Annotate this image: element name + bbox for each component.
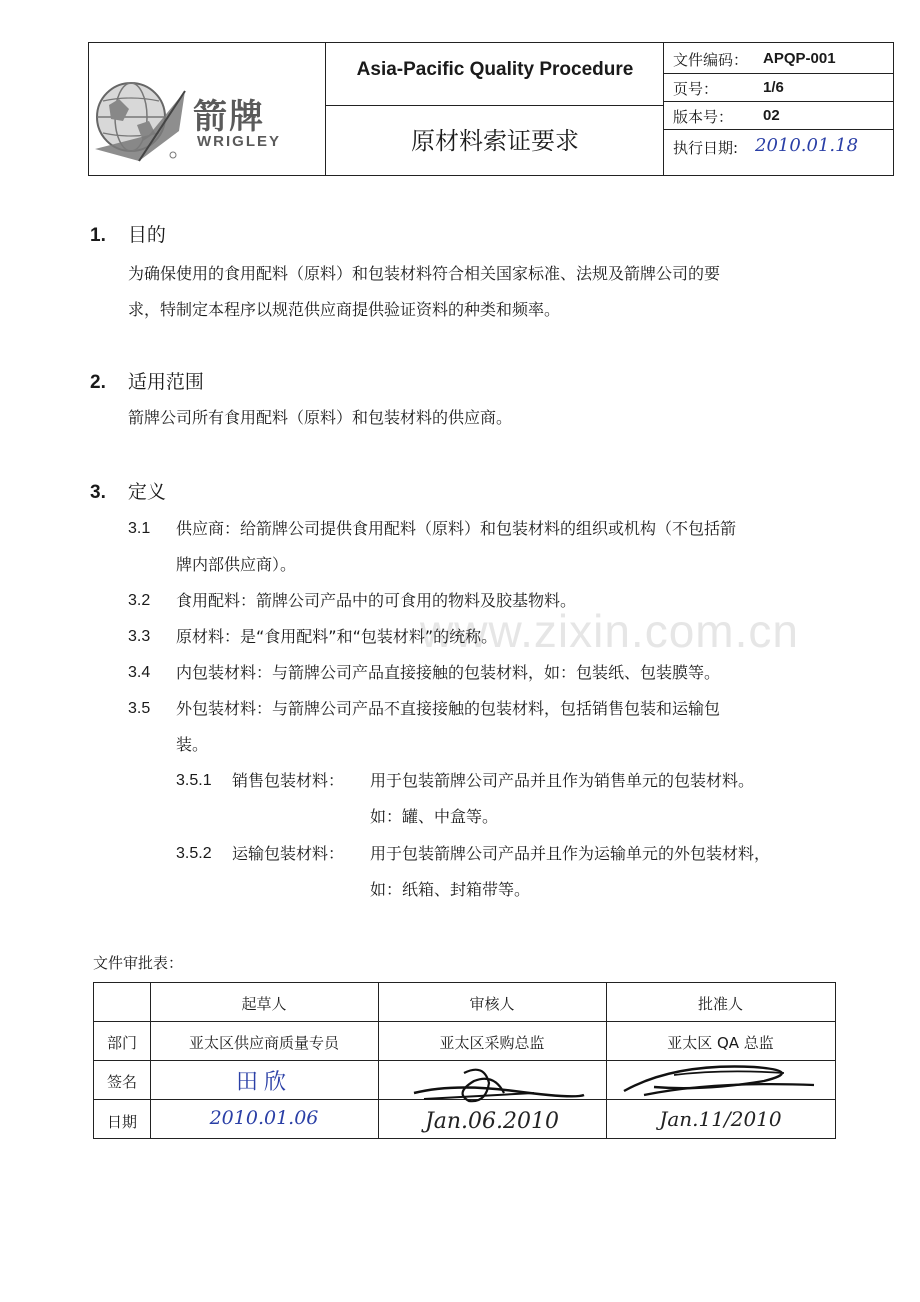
watermark: www.zixin.com.cn [420,605,799,657]
signature-reviewer [394,1063,594,1113]
subdefinition-number: 3.5.2 [176,845,212,862]
paragraph-line: 如：罐、中盒等。 [370,807,499,826]
header-title-en: Asia-Pacific Quality Procedure [356,59,634,80]
section-1-body [128,256,720,328]
meta-label-doc-code: 文件编码： [673,51,749,69]
header-divider [663,129,893,130]
paragraph-line: 供应商：给箭牌公司提供食用配料（原料）和包装材料的组织或机构（不包括箭 [176,519,737,538]
meta-label-version: 版本号： [673,108,734,126]
meta-value-page: 1/6 [763,79,784,96]
signature-approver [614,1057,829,1103]
section-number: 3. [90,482,106,503]
definition-number: 3.5 [128,700,151,717]
signature-drafter: 田欣 [235,1070,292,1095]
definition-number: 3.2 [128,592,151,609]
subdefinition-number: 3.5.1 [176,772,212,789]
section-number: 1. [90,225,106,246]
definition-text [176,655,720,691]
meta-value-version: 02 [763,107,780,124]
header-divider [325,105,663,106]
meta-label-page: 页号： [673,80,719,98]
section-number: 2. [90,372,106,393]
department-drafter: 亚太区供应商质量专员 [188,1034,339,1052]
paragraph-line: 为确保使用的食用配料（原料）和包装材料符合相关国家标准、法规及箭牌公司的要 [128,264,721,283]
paragraph-line: 牌内部供应商）。 [176,555,297,574]
section-2-body [128,400,512,436]
row-label-date: 日期 [106,1113,137,1131]
meta-label-effective-date: 执行日期: [673,139,739,157]
paragraph-line: 原材料：是“食用配料”和“包装材料”的统称。 [176,627,498,646]
section-title: 目的 [127,224,166,246]
section-3-heading [90,477,166,504]
paragraph-line: 求，特制定本程序以规范供应商提供验证资料的种类和频率。 [128,300,561,319]
header-title-zh: 原材料索证要求 [411,127,579,155]
column-header-reviewer: 审核人 [469,995,515,1013]
definition-number: 3.3 [128,628,151,645]
subdefinition-text [370,836,770,908]
header-divider [663,43,664,175]
column-header-drafter: 起草人 [241,995,287,1013]
section-title: 适用范围 [127,371,204,393]
definition-text [176,511,736,583]
date-drafter: 2010.01.06 [209,1107,319,1129]
logo-english-text: WRIGLEY [197,133,281,150]
paragraph-line: 用于包装箭牌公司产品并且作为销售单元的包装材料。 [370,771,755,790]
section-1-heading [90,220,166,247]
subdefinition-term: 销售包装材料： [232,771,345,790]
header-divider [663,73,893,74]
table-divider [94,1021,835,1022]
date-reviewer: Jan.06.2010 [424,1109,560,1134]
meta-value-effective-date: 2010.01.18 [755,135,859,156]
approval-table [93,982,836,1139]
definition-text [176,619,497,655]
header-divider [325,43,326,175]
paragraph-line: 内包装材料：与箭牌公司产品直接接触的包装材料，如：包装纸、包装膜等。 [176,663,721,682]
subdefinition-term: 运输包装材料： [232,844,345,863]
globe-arrow-icon [89,75,189,175]
section-title: 定义 [127,481,166,503]
section-2-heading [90,367,204,394]
definition-text [176,691,720,763]
meta-value-doc-code: APQP-001 [763,50,836,67]
department-approver: 亚太区 QA 总监 [667,1034,774,1052]
definition-text [176,583,576,619]
logo-chinese-text: 箭牌 [193,97,265,137]
column-header-approver: 批准人 [697,995,743,1013]
paragraph-line: 外包装材料：与箭牌公司产品不直接接触的包装材料，包括销售包装和运输包 [176,699,721,718]
row-label-department: 部门 [106,1034,137,1052]
row-label-signature: 签名 [106,1073,137,1091]
department-reviewer: 亚太区采购总监 [439,1034,545,1052]
date-approver: Jan.11/2010 [659,1107,782,1131]
approval-caption: 文件审批表： [93,954,184,972]
document-header [88,42,894,176]
definition-number: 3.1 [128,520,151,537]
paragraph-line: 如：纸箱、封箱带等。 [370,880,531,899]
header-divider [663,101,893,102]
paragraph-line: 箭牌公司所有食用配料（原料）和包装材料的供应商。 [128,408,513,427]
subdefinition-text [370,763,754,835]
paragraph-line: 用于包装箭牌公司产品并且作为运输单元的外包装材料， [370,844,771,863]
definition-number: 3.4 [128,664,151,681]
paragraph-line: 装。 [176,735,209,754]
paragraph-line: 食用配料：箭牌公司产品中的可食用的物料及胶基物料。 [176,591,577,610]
